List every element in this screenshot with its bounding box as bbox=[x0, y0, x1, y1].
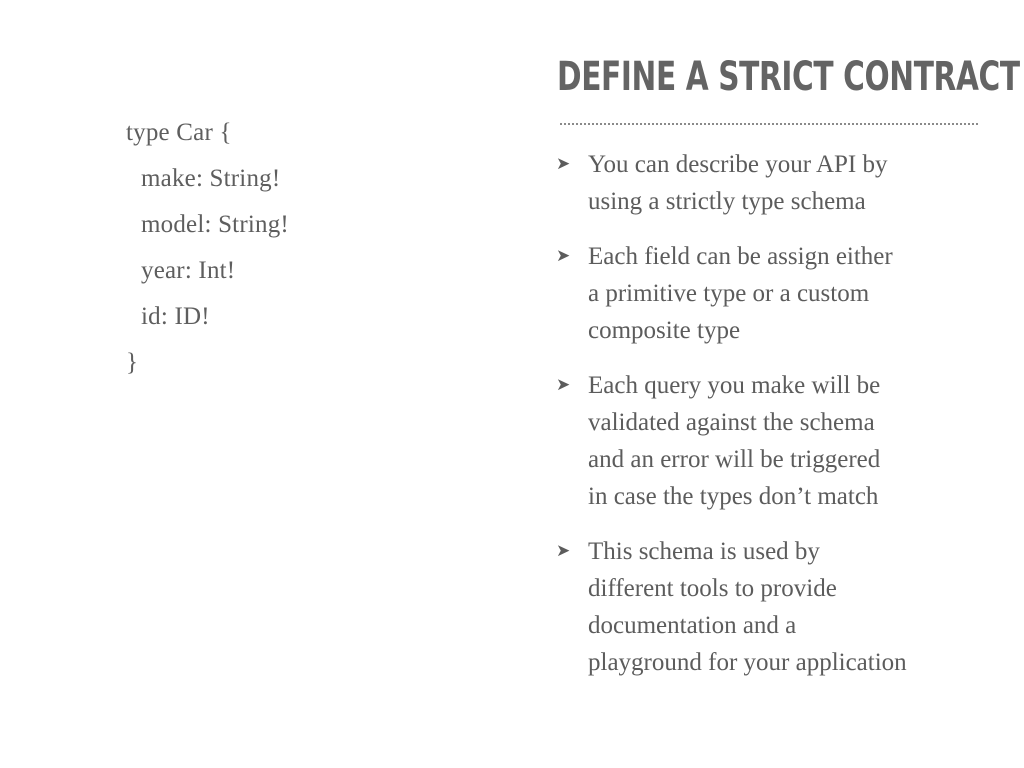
arrowhead-bullet-icon: ➤ bbox=[556, 375, 571, 395]
bullet-item bbox=[556, 238, 996, 349]
bullet-text-line: Each query you make will be bbox=[588, 372, 881, 399]
code-line: year: Int! bbox=[141, 257, 236, 284]
bullet-text-line: composite type bbox=[588, 317, 741, 344]
bullet-item bbox=[556, 533, 996, 681]
code-line: model: String! bbox=[141, 211, 289, 238]
code-line: make: String! bbox=[141, 165, 281, 192]
arrowhead-bullet-icon: ➤ bbox=[556, 154, 571, 174]
bullet-list bbox=[556, 146, 996, 699]
bullet-text-line: documentation and a bbox=[588, 612, 797, 639]
bullet-text-line: a primitive type or a custom bbox=[588, 280, 870, 307]
code-line: type Car { bbox=[126, 119, 232, 146]
bullet-item bbox=[556, 367, 996, 515]
bullet-text-line: using a strictly type schema bbox=[588, 188, 866, 215]
bullet-text-line: This schema is used by bbox=[588, 538, 820, 565]
arrowhead-bullet-icon: ➤ bbox=[556, 541, 571, 561]
bullet-text-line: playground for your application bbox=[588, 649, 907, 676]
bullet-text-line: validated against the schema bbox=[588, 409, 875, 436]
code-block bbox=[126, 116, 289, 392]
title-divider bbox=[560, 123, 978, 125]
bullet-text-line: Each field can be assign either bbox=[588, 243, 893, 270]
arrowhead-bullet-icon: ➤ bbox=[556, 246, 571, 266]
code-line: id: ID! bbox=[141, 303, 210, 330]
bullet-text-line: in case the types don’t match bbox=[588, 483, 879, 510]
bullet-text-line: and an error will be triggered bbox=[588, 446, 881, 473]
code-line: } bbox=[126, 349, 139, 376]
bullet-text-line: different tools to provide bbox=[588, 575, 837, 602]
bullet-text-line: You can describe your API by bbox=[588, 151, 888, 178]
bullet-item bbox=[556, 146, 996, 220]
slide-title: DEFINE A STRICT CONTRACT bbox=[557, 54, 1020, 100]
